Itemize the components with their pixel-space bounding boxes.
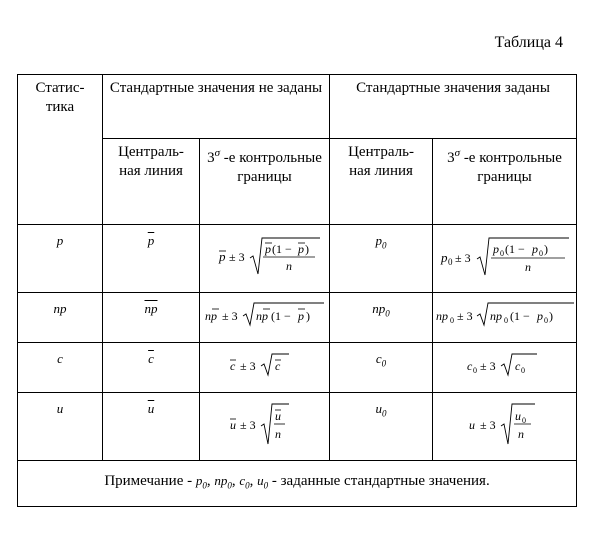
svg-text:c: c <box>514 358 520 373</box>
limits-prefix: 3 <box>207 150 215 166</box>
svg-text:u: u <box>468 417 475 432</box>
stat-symbol: np <box>53 301 67 316</box>
stat-cell <box>18 225 103 293</box>
table-row <box>18 343 577 393</box>
svg-text:np: np <box>256 308 268 323</box>
svg-text:p: p <box>493 241 500 256</box>
svg-text:(1 −: (1 − <box>271 241 292 256</box>
table-row <box>18 293 577 343</box>
note-prefix: Примечание - <box>104 473 196 490</box>
center-line-g-cell <box>330 343 433 393</box>
svg-text:± 3: ± 3 <box>479 358 496 373</box>
center-line-g-cell <box>330 293 433 343</box>
header-control-limits-g <box>433 139 577 225</box>
svg-text:(1 −: (1 − <box>505 241 525 256</box>
center-line-g: $c_0$ <box>375 351 387 369</box>
svg-text:0: 0 <box>521 415 526 425</box>
header-given <box>330 75 577 139</box>
sigma-symbol: σ <box>454 147 461 159</box>
center-line-g-cell <box>330 393 433 461</box>
stat-symbol: u <box>56 401 64 416</box>
limits-ng-cell <box>200 225 330 293</box>
center-line-ng-cell <box>103 225 200 293</box>
svg-text:n: n <box>517 426 524 441</box>
header-statistic-label: Статис- тика <box>35 80 85 115</box>
svg-text:p: p <box>264 241 271 256</box>
control-chart-table <box>17 74 577 507</box>
limits-g-formula <box>435 300 575 330</box>
limits-g-formula <box>465 398 545 450</box>
note-symbol: $p_0$ <box>195 473 207 491</box>
sigma-symbol: σ <box>214 147 221 159</box>
svg-text:p: p <box>297 241 304 256</box>
note-symbol: $u_0$ <box>257 473 269 491</box>
svg-text:p: p <box>298 308 304 323</box>
svg-text:u: u <box>229 417 236 432</box>
svg-text:0: 0 <box>539 248 544 258</box>
svg-text:± 3: ± 3 <box>455 250 471 265</box>
svg-text:n: n <box>525 259 532 274</box>
svg-text:0: 0 <box>472 365 477 375</box>
table-note <box>18 461 577 507</box>
stat-cell <box>18 293 103 343</box>
limits-g-cell <box>433 293 577 343</box>
limits-g-cell <box>433 225 577 293</box>
note-symbol: $np_0$ <box>214 473 232 491</box>
svg-text:0: 0 <box>503 315 508 325</box>
center-line-ng-cell <box>103 343 200 393</box>
svg-text:± 3: ± 3 <box>239 358 256 373</box>
center-line-ng: $\overline{np}$ <box>144 301 158 316</box>
header-given-label: Стандартные значения заданы <box>356 80 550 96</box>
svg-text:): ) <box>544 241 549 256</box>
table-row <box>18 225 577 293</box>
svg-text:0: 0 <box>448 256 453 267</box>
svg-text:0: 0 <box>449 315 454 325</box>
header-control-limits-label: -е контрольные границы <box>463 150 562 185</box>
svg-text:± 3: ± 3 <box>228 249 245 264</box>
center-line-g-cell <box>330 225 433 293</box>
svg-text:c: c <box>229 358 235 373</box>
stat-cell <box>18 343 103 393</box>
center-line-ng: $\overline{c}$ <box>148 351 154 366</box>
center-line-g: $u_0$ <box>375 401 387 419</box>
stat-cell <box>18 393 103 461</box>
header-statistic <box>18 75 103 225</box>
note-suffix: - заданные стандартные значения. <box>268 473 490 490</box>
svg-text:(1 −: (1 − <box>509 308 530 323</box>
svg-text:0: 0 <box>500 248 505 258</box>
header-center-line-ng <box>103 139 200 225</box>
limits-ng-cell <box>200 343 330 393</box>
limits-ng-formula <box>202 300 327 330</box>
svg-text:± 3: ± 3 <box>222 308 238 323</box>
svg-text:± 3: ± 3 <box>456 308 473 323</box>
svg-text:): ) <box>304 241 309 256</box>
svg-text:np: np <box>489 308 502 323</box>
limits-ng-formula <box>225 398 305 450</box>
svg-text:(1 −: (1 − <box>271 308 291 323</box>
svg-text:n: n <box>274 426 281 441</box>
limits-g-formula <box>465 350 545 380</box>
svg-text:p: p <box>218 248 225 264</box>
limits-ng-formula <box>225 350 305 380</box>
center-line-ng: $\overline{u}$ <box>147 401 155 416</box>
limits-ng-cell <box>200 293 330 343</box>
svg-text:np: np <box>435 308 448 323</box>
svg-text:p: p <box>441 249 448 265</box>
svg-text:0: 0 <box>520 365 525 375</box>
svg-text:c: c <box>466 358 472 373</box>
header-center-line-label: Централь- ная линия <box>348 144 414 179</box>
svg-text:): ) <box>548 308 553 323</box>
header-center-line-label: Централь- ная линия <box>118 144 184 179</box>
limits-g-cell <box>433 393 577 461</box>
svg-text:u: u <box>514 408 521 423</box>
svg-text:np: np <box>205 308 217 323</box>
limits-g-cell <box>433 343 577 393</box>
header-center-line-g <box>330 139 433 225</box>
header-not-given <box>103 75 330 139</box>
note-symbol: $c_0$ <box>239 473 250 491</box>
table-row <box>18 393 577 461</box>
header-control-limits-ng <box>200 139 330 225</box>
svg-text:p: p <box>532 241 539 256</box>
center-line-ng-cell <box>103 293 200 343</box>
svg-text:± 3: ± 3 <box>479 417 496 432</box>
stat-symbol: p <box>56 233 64 248</box>
svg-text:): ) <box>306 308 310 323</box>
limits-prefix: 3 <box>447 150 455 166</box>
header-control-limits-label: -е контрольные границы <box>223 150 322 185</box>
table-caption: Таблица 4 <box>494 34 563 51</box>
svg-text:n: n <box>285 258 292 273</box>
note-symbols: $p_0$, $np_0$, $c_0$, $u_0$ <box>195 473 269 491</box>
stat-symbol: c <box>57 351 63 366</box>
svg-text:p: p <box>536 308 543 323</box>
svg-text:0: 0 <box>543 315 548 325</box>
center-line-ng-cell <box>103 393 200 461</box>
header-not-given-label: Стандартные значения не заданы <box>109 80 323 96</box>
svg-text:c: c <box>274 358 280 373</box>
svg-text:u: u <box>274 408 281 423</box>
center-line-ng: $\overline{p}$ <box>147 233 155 248</box>
center-line-g: $p_0$ <box>375 233 387 251</box>
limits-ng-formula <box>205 230 325 282</box>
svg-text:± 3: ± 3 <box>239 417 256 432</box>
center-line-g: $np_0$ <box>372 301 390 319</box>
limits-g-formula <box>437 230 572 282</box>
limits-ng-cell <box>200 393 330 461</box>
